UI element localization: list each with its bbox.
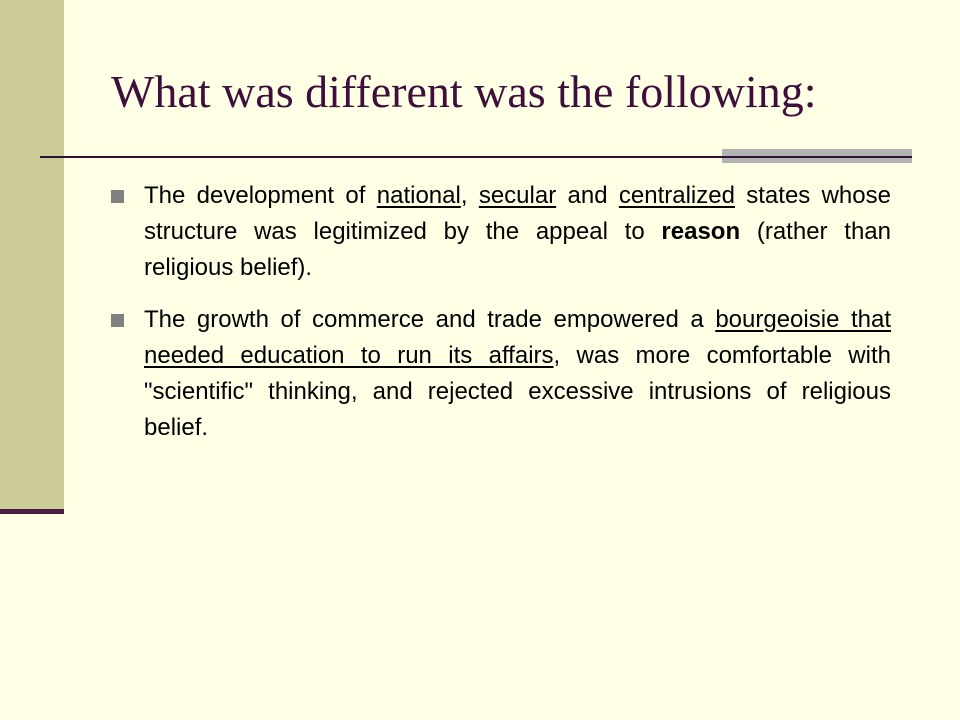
side-accent-bar-foot [0,509,64,514]
square-bullet-icon [111,190,124,203]
bullet-1-text-2: , [460,182,479,209]
bullet-1-text-4: states whose structure was legitimized by the appeal to [144,182,891,245]
bullet-1-text-1: The development of [144,182,377,209]
bullet-2-text-1: The growth of commerce and trade empowered a [144,306,716,333]
bullet-item-1 [111,178,891,286]
bullet-2-text-2: , was more comfortable with "scientific" thinking, and rejected excessive intrusions of religious belief. [144,342,891,441]
side-accent-bar [0,0,64,510]
bullet-1-underlined-secular: secular [478,182,557,209]
bullet-1-underlined-centralized: centralized [618,182,735,209]
square-bullet-icon [111,314,124,327]
bullet-1-text-3: and [556,182,619,209]
bullet-1-underlined-national: national [376,182,461,209]
bullet-item-2 [111,302,891,446]
title-rule-overlay [722,156,912,158]
bullet-1-text-5: (rather than religious belief). [144,218,891,281]
slide-title: What was different was the following: [111,66,817,117]
bullet-2-underlined-bourgeoisie: bourgeoisie that needed education to run its affairs [144,306,891,369]
bullet-list [111,178,891,462]
bullet-1-bold-reason: reason [661,218,741,245]
